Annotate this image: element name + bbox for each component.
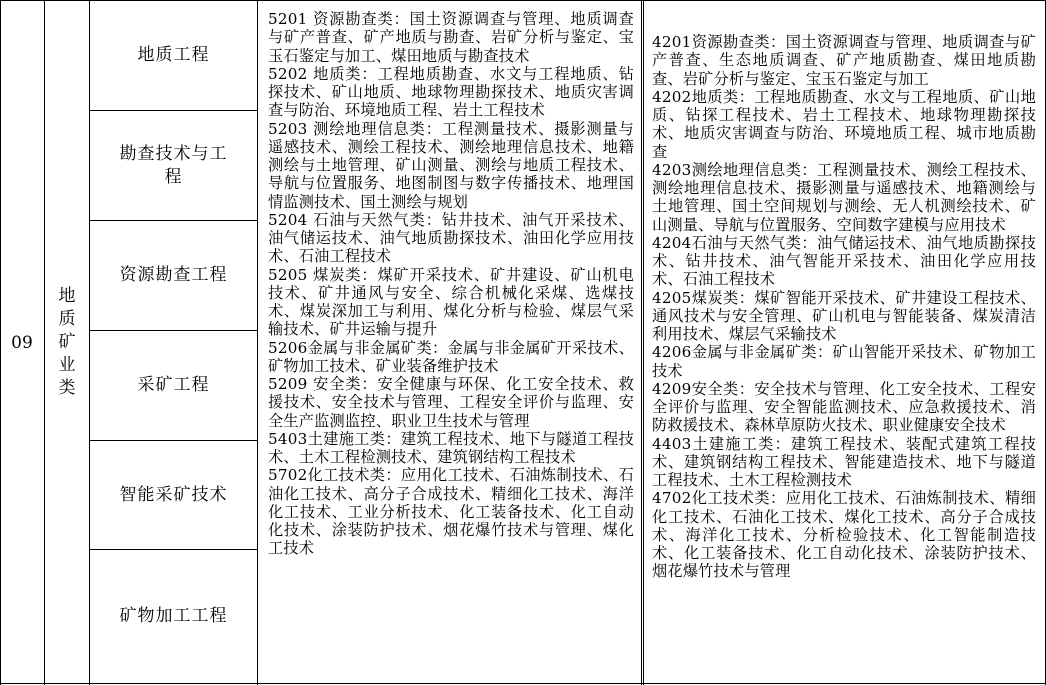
program-entry: 4209安全类：安全技术与管理、化工安全技术、工程安全评价与监理、安全智能监测技术、应急救援技术、消防救援技术、森林草原防火技术、职业健康安全技术 (652, 379, 1036, 435)
program-entry: 4204石油与天然气类：油气储运技术、油气地质勘探技术、钻井技术、油气智能开采技术、油田化学应用技术、石油工程技术 (652, 233, 1036, 289)
program-entry: 5206金属与非金属矿类：金属与非金属矿开采技术、矿物加工技术、矿业装备维护技术 (268, 338, 634, 375)
major-name: 智能采矿技术 (119, 484, 228, 505)
column-divider (257, 0, 258, 685)
undergrad-programs (268, 10, 634, 558)
category-name-cell (45, 0, 89, 685)
category-name: 地质矿业类 (58, 286, 76, 398)
program-entry: 4202地质类：工程地质勘查、水文与工程地质、矿山地质、钻探工程技术、岩土工程技术、地球物理勘探技术、地质灾害调查与防治、环境地质工程、城市地质勘查 (652, 87, 1036, 161)
major-cell (90, 550, 257, 683)
column-divider (641, 0, 642, 685)
vocational-programs (652, 33, 1036, 581)
program-entry: 4403土建施工类：建筑工程技术、装配式建筑工程技术、建筑钢结构工程技术、智能建造技术、地下与隧道工程技术、土木工程检测技术 (652, 434, 1036, 489)
program-entry: 5202 地质类：工程地质勘查、水文与工程地质、钻探技术、矿山地质、地球物理勘探技术、地质灾害调查与防治、环境地质工程、岩土工程技术 (268, 64, 634, 120)
program-entry: 4203测绘地理信息类：工程测量技术、测绘工程技术、测绘地理信息技术、摄影测量与遥感技术、地籍测绘与土地管理、国土空间规划与测绘、无人机测绘技术、矿山测量、导航与位置服务、空间数字建模与应用技术 (652, 160, 1036, 234)
major-name: 资源勘查工程 (119, 265, 228, 285)
program-entry: 5204 石油与天然气类：钻井技术、油气开采技术、油气储运技术、油气地质勘探技术、油田化学应用技术、石油工程技术 (268, 210, 634, 266)
table-border-bottom (0, 683, 1046, 684)
program-entry: 5209 安全类：安全健康与环保、化工安全技术、救援技术、安全技术与管理、工程安全评价与监理、安全生产监测监控、职业卫生技术与管理 (268, 375, 634, 430)
major-cell (90, 441, 257, 549)
major-name: 矿物加工工程 (119, 606, 228, 626)
program-entry: 5702化工技术类：应用化工技术、石油炼制技术、石油化工技术、高分子合成技术、精细化工技术、海洋化工技术、工业分析技术、化工装备技术、化工自动化技术、涂装防护技术、烟花爆竹技术与管理、煤化工技术 (268, 466, 634, 558)
major-name: 采矿工程 (137, 375, 210, 395)
program-entry: 4702化工技术类：应用化工技术、石油炼制技术、精细化工技术、石油化工技术、煤化工技术、高分子合成技术、海洋化工技术、分析检验技术、化工智能制造技术、化工装备技术、化工自动化技术、涂装防护技术、烟花爆竹技术与管理 (652, 489, 1036, 581)
program-entry: 5403土建施工类：建筑工程技术、地下与隧道工程技术、土木工程检测技术、建筑钢结构工程技术 (268, 429, 634, 466)
program-entry: 4206金属与非金属矿类：矿山智能开采技术、矿物加工技术 (652, 343, 1036, 380)
major-cell (90, 1, 257, 110)
program-entry: 4201资源勘查类：国土资源调查与管理、地质调查与矿产普查、生态地质调查、矿产地质勘查、煤田地质勘查、岩矿分析与鉴定、宝玉石鉴定与加工 (652, 33, 1036, 88)
major-cell (90, 111, 257, 220)
program-entry: 5203 测绘地理信息类：工程测量技术、摄影测量与遥感技术、测绘工程技术、测绘地理信息技术、地籍测绘与土地管理、矿山测量、测绘与地质工程技术、导航与位置服务、地图制图与数字传播技术、地理国情监测技术、国土测绘与规划 (268, 119, 634, 211)
column-divider (643, 0, 644, 685)
major-name: 地质工程 (137, 45, 210, 65)
program-entry: 4205煤炭类：煤矿智能开采技术、矿井建设工程技术、通风技术与安全管理、矿山机电与智能装备、煤炭清洁利用技术、煤层气采输技术 (652, 288, 1036, 343)
major-cell (90, 331, 257, 440)
category-code: 09 (11, 332, 33, 353)
program-entry: 5205 煤炭类：煤矿开采技术、矿井建设、矿山机电技术、矿井通风与安全、综合机械化采煤、选煤技术、煤炭深加工与利用、煤化分析与检验、煤层气采输技术、矿井运输与提升 (268, 265, 634, 339)
major-name: 勘查技术与工程 (119, 143, 228, 187)
major-cell (90, 221, 257, 330)
program-entry: 5201 资源勘查类：国土资源调查与管理、地质调查与矿产普查、矿产地质与勘查、岩矿分析与鉴定、宝玉石鉴定与加工、煤田地质与勘查技术 (268, 10, 634, 65)
